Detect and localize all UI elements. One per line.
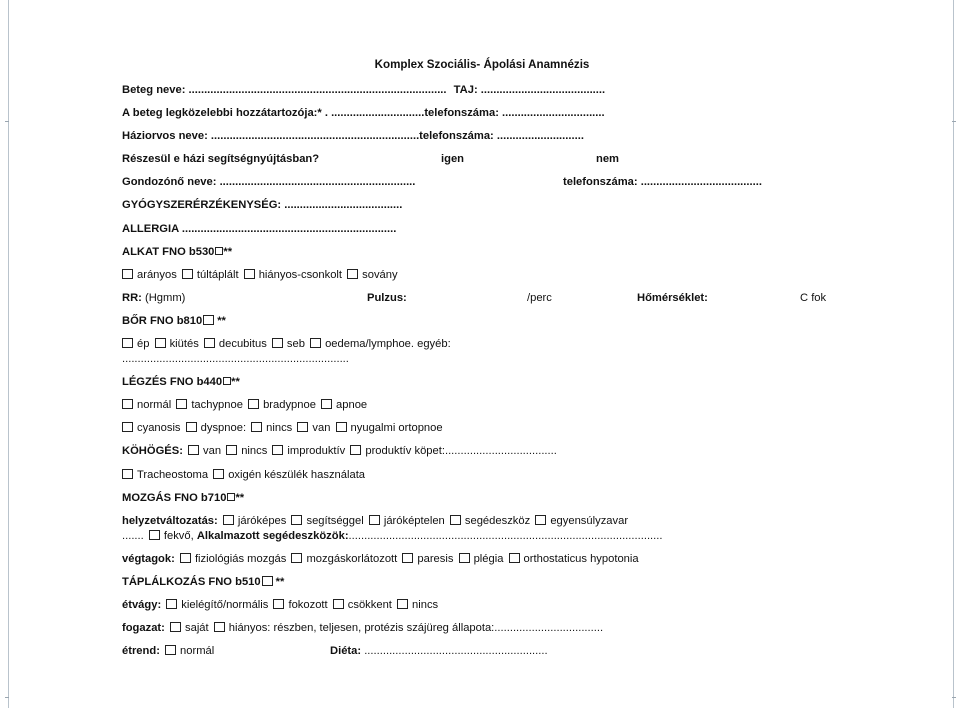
skin-other-field[interactable]: ......................................................................... (122, 353, 349, 366)
edge-tick (952, 121, 956, 122)
pulse-label: Pulzus: (367, 291, 407, 304)
position-option: járóképes (237, 514, 287, 527)
allergy-label: ALLERGIA (122, 222, 179, 235)
position-option: járóképtelen (383, 514, 445, 527)
checkbox-icon[interactable] (226, 445, 237, 455)
gp-label: Háziorvos neve: (122, 130, 208, 143)
position-cont-field[interactable]: ....... (122, 529, 144, 542)
diet-label: étrend: (122, 645, 160, 658)
position-option: segítséggel (306, 514, 364, 527)
checkbox-icon[interactable] (244, 269, 255, 279)
breathing-option: normál (137, 399, 172, 412)
carer-row (122, 175, 852, 189)
cough-row (122, 444, 852, 458)
teeth-option: hiányos: részben, teljesen, protézis szájüreg állapota: (228, 622, 495, 635)
limbs-option: mozgáskorlátozott (306, 552, 398, 565)
carer-phone-field[interactable]: ....................................... (640, 176, 762, 189)
teeth-row (122, 621, 852, 635)
left-edge-line (8, 0, 9, 708)
temperature-label: Hőmérséklet: (637, 291, 708, 304)
relative-field[interactable]: . ..............................telefonszáma: (324, 107, 499, 120)
checkbox-icon[interactable] (155, 338, 166, 348)
carer-phone-label: telefonszáma: (563, 176, 638, 189)
checkbox-icon[interactable] (397, 599, 408, 609)
checkbox-icon[interactable] (297, 422, 308, 432)
cough-option: produktív köpet: (365, 445, 445, 458)
checkbox-icon[interactable] (213, 469, 224, 479)
checkbox-icon[interactable] (122, 422, 133, 432)
skin-option: seb (286, 338, 305, 351)
checkbox-icon[interactable] (122, 399, 133, 409)
breathing-options-row-2 (122, 421, 852, 435)
build-option: arányos (137, 268, 177, 281)
sputum-field[interactable]: .................................... (444, 445, 557, 458)
checkbox-icon[interactable] (369, 515, 380, 525)
breathing-heading (122, 375, 852, 389)
breathing-option: bradypnoe (263, 399, 316, 412)
allergy-row (122, 222, 852, 236)
nutrition-stars: ** (275, 575, 285, 588)
checkbox-icon[interactable] (321, 399, 332, 409)
skin-options-row (122, 337, 852, 351)
pulse-unit: /perc (527, 291, 552, 304)
oral-status-field[interactable]: ................................... (494, 622, 604, 635)
appetite-row (122, 598, 852, 612)
cough-label: KÖHÖGÉS: (122, 445, 183, 458)
form-page (122, 58, 852, 667)
checkbox-icon[interactable] (248, 399, 259, 409)
limbs-row (122, 552, 852, 566)
taj-label: TAJ: (453, 84, 478, 96)
diet-option: normál (180, 645, 215, 658)
drug-sensitivity-row (122, 198, 852, 212)
build-option: hiányos-csonkolt (258, 268, 343, 281)
checkbox-icon[interactable] (291, 553, 302, 563)
relative-label: A beteg legközelebbi hozzátartozója:* (122, 107, 322, 120)
checkbox-icon[interactable] (182, 269, 193, 279)
position-option: segédeszköz (464, 514, 531, 527)
limbs-option: orthostaticus hypotonia (523, 552, 639, 565)
oxygen-option: oxigén készülék használata (228, 468, 366, 481)
position-change-row-2 (122, 529, 852, 543)
checkbox-icon[interactable] (347, 269, 358, 279)
checkbox-icon[interactable] (350, 445, 361, 455)
appetite-label: étvágy: (122, 598, 162, 611)
checkbox-icon[interactable] (203, 315, 214, 325)
build-option: túltáplált (196, 268, 239, 281)
checkbox-icon[interactable] (251, 422, 262, 432)
checkbox-icon[interactable] (165, 645, 176, 655)
checkbox-icon[interactable] (188, 445, 199, 455)
build-option: sovány (362, 268, 398, 281)
breathing-option: nyugalmi ortopnoe (350, 422, 443, 435)
breathing-option: tachypnoe (191, 399, 243, 412)
appetite-option: csökkent (347, 598, 392, 611)
home-help-yes[interactable]: igen (441, 153, 464, 166)
lying-option: fekvő (163, 529, 191, 542)
taj-field[interactable]: ........................................ (480, 84, 606, 96)
checkbox-icon[interactable] (272, 445, 283, 455)
comma: , (190, 529, 194, 542)
tracheostomy-option: Tracheostoma (137, 468, 209, 481)
position-change-row (122, 514, 852, 528)
skin-option: kiütés (169, 338, 199, 351)
breathing-option: cyanosis (137, 422, 181, 435)
cough-option: van (203, 445, 222, 458)
edge-tick (952, 697, 956, 698)
checkbox-icon[interactable] (149, 530, 160, 540)
gp-field[interactable]: ...................................................................telefonszáma: (210, 130, 494, 143)
limbs-option: paresis (417, 552, 454, 565)
relative-row (122, 106, 852, 120)
limbs-option: plégia (473, 552, 504, 565)
checkbox-icon[interactable] (122, 469, 133, 479)
position-change-label: helyzetváltozatás: (122, 514, 218, 527)
appetite-option: fokozott (288, 598, 328, 611)
patient-name-field[interactable]: ................................................................................... (188, 84, 447, 96)
breathing-option: nincs (266, 422, 293, 435)
gp-row (122, 129, 852, 143)
checkbox-icon[interactable] (310, 338, 321, 348)
edge-tick (5, 697, 9, 698)
skin-option: ép (137, 338, 150, 351)
checkbox-icon[interactable] (450, 515, 461, 525)
skin-option: oedema/lymphoe. egyéb: (325, 338, 451, 351)
breathing-option: apnoe (336, 399, 368, 412)
rr-unit: (Hgmm) (145, 291, 186, 304)
appetite-option: nincs (412, 598, 439, 611)
skin-heading (122, 314, 852, 328)
drug-sensitivity-label: GYÓGYSZERÉRZÉKENYSÉG: (122, 199, 282, 212)
home-help-row (122, 152, 852, 166)
temperature-unit: C fok (800, 291, 827, 304)
skin-other-row (122, 352, 852, 366)
skin-stars: ** (217, 314, 226, 327)
allergy-field[interactable]: ..................................................................... (181, 222, 397, 235)
breathing-option: dyspnoe: (200, 422, 247, 435)
build-label: ALKAT FNO b530 (122, 245, 215, 258)
checkbox-icon[interactable] (273, 599, 284, 609)
checkbox-icon[interactable] (122, 269, 133, 279)
checkbox-icon[interactable] (223, 377, 231, 385)
limbs-label: végtagok: (122, 552, 175, 565)
breathing-option: van (312, 422, 331, 435)
checkbox-icon[interactable] (291, 515, 302, 525)
teeth-option: saját (185, 622, 209, 635)
carer-field[interactable]: ............................................................... (219, 176, 416, 189)
appetite-option: kielégítő/normális (181, 598, 269, 611)
edge-tick (5, 121, 9, 122)
drug-sensitivity-field[interactable]: ...................................... (284, 199, 403, 212)
checkbox-icon[interactable] (333, 599, 344, 609)
movement-stars: ** (235, 491, 245, 504)
aids-label: Alkalmazott segédeszközök: (196, 529, 349, 542)
build-heading (122, 245, 852, 259)
breathing-options-row (122, 398, 852, 412)
gp-phone-field[interactable]: ............................ (496, 130, 584, 143)
special-diet-label: Diéta: (330, 645, 362, 658)
movement-label: MOZGÁS FNO b710 (122, 491, 227, 504)
form-title: Komplex Szociális- Ápolási Anamnézis (374, 58, 590, 71)
tracheostomy-row (122, 468, 852, 482)
checkbox-icon[interactable] (214, 622, 225, 632)
vitals-row (122, 291, 852, 305)
checkbox-icon[interactable] (223, 515, 234, 525)
checkbox-icon[interactable] (336, 422, 347, 432)
checkbox-icon[interactable] (204, 338, 215, 348)
checkbox-icon[interactable] (459, 553, 470, 563)
build-stars: ** (223, 245, 233, 258)
skin-option: decubitus (218, 338, 267, 351)
checkbox-icon[interactable] (180, 553, 191, 563)
patient-name-row (122, 83, 852, 97)
movement-heading (122, 491, 852, 505)
limbs-option: fiziológiás mozgás (194, 552, 287, 565)
home-help-no[interactable]: nem (596, 153, 620, 166)
skin-label: BŐR FNO b810 (122, 314, 203, 327)
checkbox-icon[interactable] (186, 422, 197, 432)
home-help-label: Részesül e házi segítségnyújtásban? (122, 153, 320, 166)
checkbox-icon[interactable] (509, 553, 520, 563)
checkbox-icon[interactable] (272, 338, 283, 348)
teeth-label: fogazat: (122, 622, 165, 635)
cough-option: improduktív (287, 445, 346, 458)
checkbox-icon[interactable] (166, 599, 177, 609)
checkbox-icon[interactable] (176, 399, 187, 409)
relative-phone-field[interactable]: ................................. (502, 107, 605, 120)
breathing-label: LÉGZÉS FNO b440 (122, 376, 223, 389)
checkbox-icon[interactable] (122, 338, 133, 348)
right-edge-line (953, 0, 954, 708)
build-options-row (122, 268, 852, 282)
checkbox-icon[interactable] (535, 515, 546, 525)
rr-label: RR: (122, 291, 142, 304)
checkbox-icon[interactable] (170, 622, 181, 632)
special-diet-field[interactable]: ........................................................... (364, 645, 548, 658)
position-option: egyensúlyzavar (550, 514, 629, 527)
checkbox-icon[interactable] (262, 576, 273, 586)
cough-option: nincs (241, 445, 268, 458)
diet-row (122, 644, 852, 658)
breathing-stars: ** (231, 376, 240, 389)
nutrition-heading (122, 575, 852, 589)
checkbox-icon[interactable] (402, 553, 413, 563)
patient-name-label: Beteg neve: (122, 84, 186, 96)
carer-label: Gondozónő neve: (122, 176, 217, 189)
aids-field[interactable]: ..................................................................................................... (348, 529, 663, 542)
nutrition-label: TÁPLÁLKOZÁS FNO b510 (122, 575, 261, 588)
